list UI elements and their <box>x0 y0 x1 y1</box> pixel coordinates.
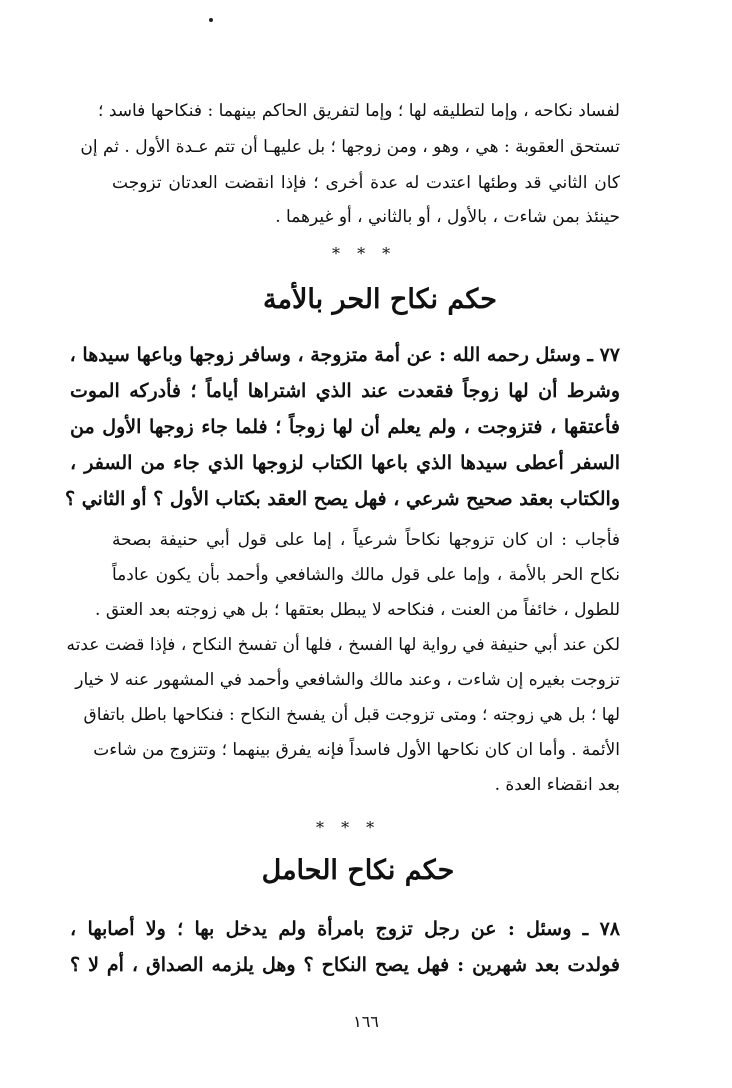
page-number: ١٦٦ <box>353 1012 379 1031</box>
question-line: والكتاب بعقد صحيح شرعي ، فهل يصح العقد بكتاب الأول ؟ أو الثاني ؟ <box>65 488 620 510</box>
paragraph-line: لفساد نكاحه ، وإما لتطليقه لها ؛ وإما لتفريق الحاكم بينهما : فنكاحها فاسد ؛ <box>98 101 620 121</box>
answer-line: لها ؛ بل هي زوجته ؛ ومتى تزوجت قبل أن يفسخ النكاح : فنكاحها باطل باتفاق <box>83 705 620 725</box>
section-heading: حكم نكاح الحر بالأمة <box>263 284 497 315</box>
paragraph-line: حينئذ بمن شاءت ، بالأول ، أو بالثاني ، أو غيرهما . <box>275 207 620 227</box>
question-line: وشرط أن لها زوجاً فقعدت عند الذي اشتراها أياماً ؛ فأدركه الموت <box>70 380 620 402</box>
question-line: السفر أعطى سيدها الذي باعها الكتاب لزوجها الذي جاء من السفر ، <box>70 452 620 474</box>
section-heading: حكم نكاح الحامل <box>261 855 455 886</box>
answer-line: للطول ، خائفاً من العنت ، فنكاحه لا يبطل بعتقها ؛ بل هي زوجته بعد العتق . <box>95 600 620 620</box>
section-separator: * * * <box>332 244 397 263</box>
answer-line: فأجاب : ان كان تزوجها نكاحاً شرعياً ، إما على قول أبي حنيفة بصحة <box>112 530 620 550</box>
answer-line: تزوجت بغيره إن شاءت ، وعند مالك والشافعي وأحمد في المشهور عنه لا خيار <box>75 670 620 690</box>
question-line: فأعتقها ، فتزوجت ، ولم يعلم أن لها زوجاً ؛ فلما جاء زوجها الأول من <box>70 416 620 438</box>
question-line: ٧٧ ـ وسئل رحمه الله : عن أمة متزوجة ، وسافر زوجها وباعها سيدها ، <box>69 344 620 366</box>
paragraph-line: كان الثاني قد وطئها اعتدت له عدة أخرى ؛ فإذا انقضت العدتان تزوجت <box>112 173 620 193</box>
section-separator: * * * <box>316 818 381 837</box>
paragraph-line: تستحق العقوبة : هي ، وهو ، ومن زوجها ؛ بل عليهـا أن تتم عـدة الأول . ثم إن <box>80 137 620 157</box>
answer-line: بعد انقضاء العدة . <box>494 775 620 795</box>
answer-line: الأئمة . وأما ان كان نكاحها الأول فاسداً فإنه يفرق بينهما ؛ وتتزوج من شاءت <box>93 740 620 760</box>
answer-line: نكاح الحر بالأمة ، وإما على قول مالك والشافعي وأحمد بأن يكون عادماً <box>112 565 620 585</box>
ink-dot <box>209 18 213 22</box>
answer-line: لكن عند أبي حنيفة في رواية لها الفسخ ، فلها أن تفسخ النكاح ، فإذا قضت عدته <box>66 635 620 655</box>
question-line: ٧٨ ـ وسئل : عن رجل تزوج بامرأة ولم يدخل بها ؛ ولا أصابها ، <box>70 918 620 940</box>
question-line: فولدت بعد شهرين : فهل يصح النكاح ؟ وهل يلزمه الصداق ، أم لا ؟ <box>70 954 620 976</box>
